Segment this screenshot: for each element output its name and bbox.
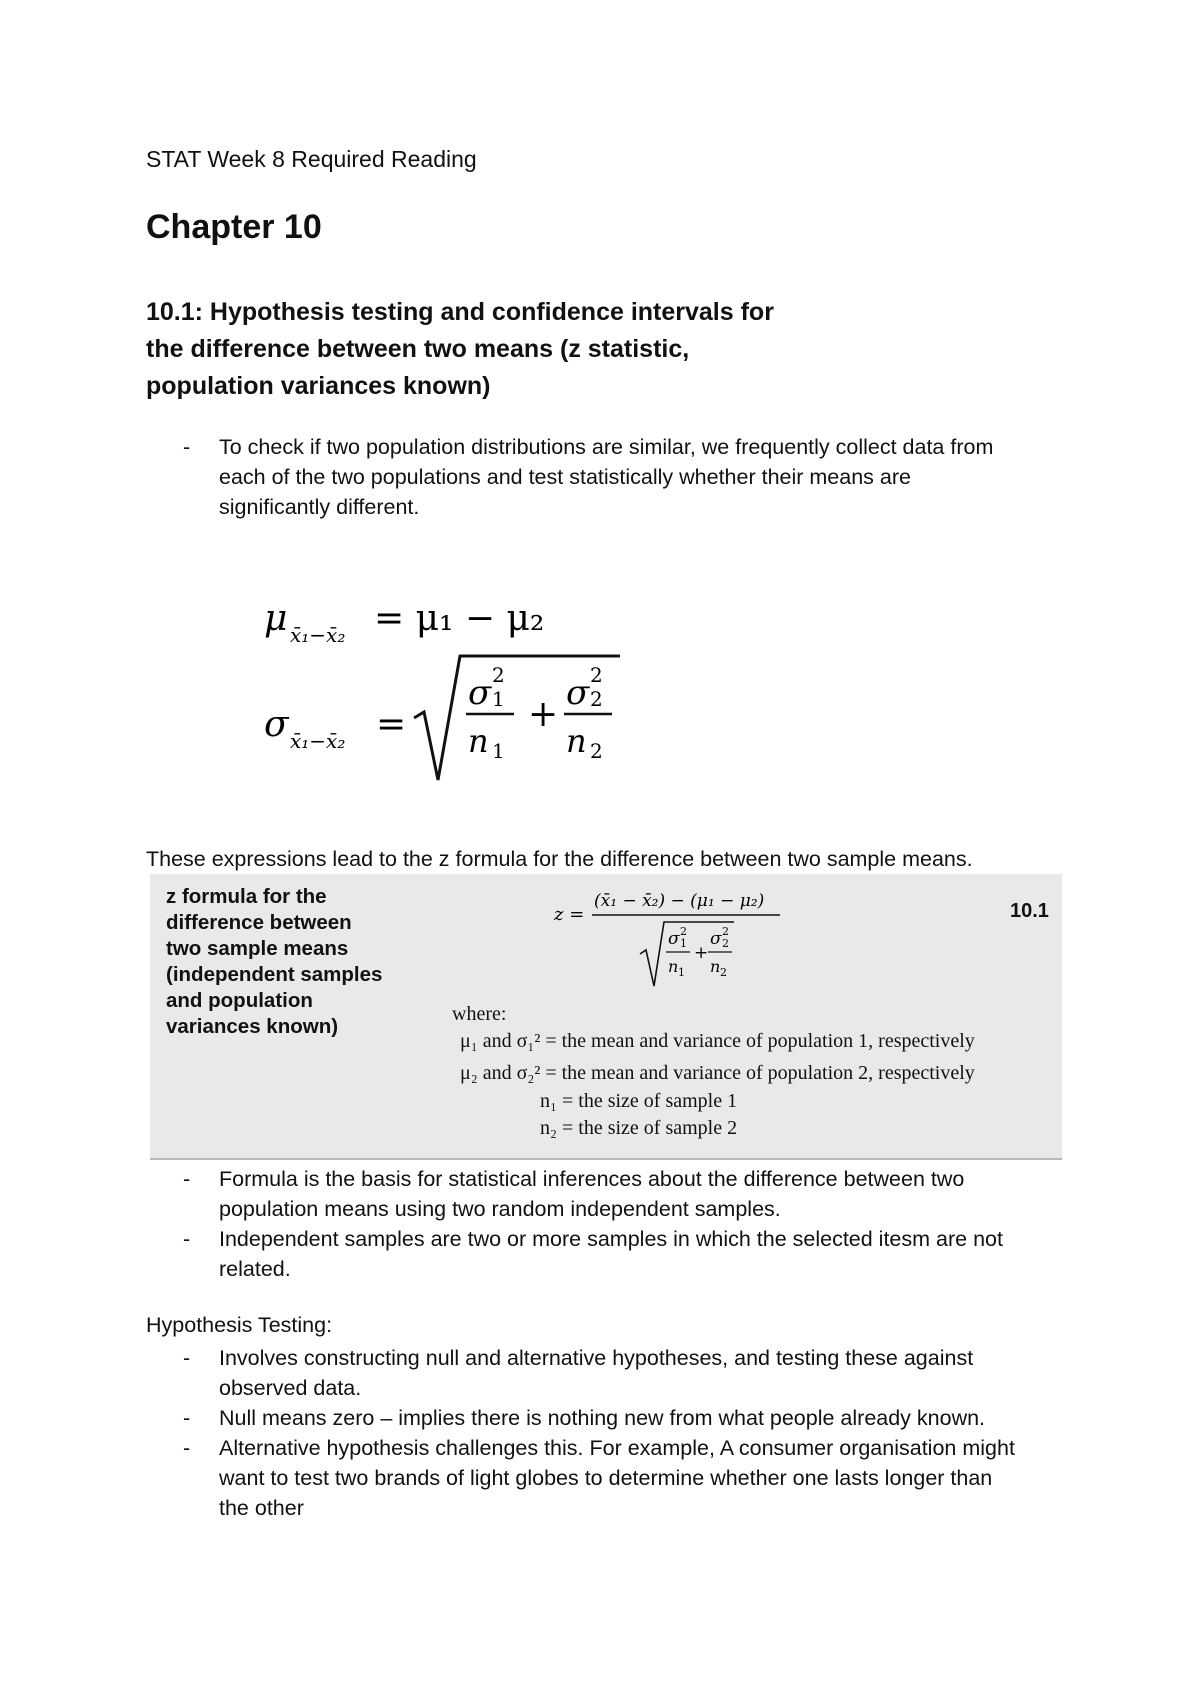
sigma-symbol: σ: [668, 929, 680, 949]
sampling-distribution-equations: [262, 590, 682, 790]
sigma-symbol: σ: [710, 929, 722, 949]
formula-box-title: [166, 884, 426, 1040]
definition-row: [540, 1117, 737, 1140]
exponent: 2: [492, 663, 505, 687]
bullet-line: observed data.: [219, 1376, 362, 1400]
definition-row: [540, 1090, 737, 1113]
formula-box-title-line: variances known): [166, 1015, 339, 1038]
bullet-line: Alternative hypothesis challenges this. For example, A consumer organisation might: [219, 1436, 1015, 1460]
bullet-line: want to test two brands of light globes to determine whether one lasts longer than: [219, 1466, 993, 1490]
exponent: 2: [722, 925, 729, 938]
formula-number: 10.1: [1010, 900, 1049, 922]
bullet-item: [183, 1343, 1063, 1403]
mean-equation-rhs: = μ₁ − μ₂: [374, 598, 545, 639]
hypothesis-bullet-list: [183, 1343, 1063, 1523]
definition-text: the size of sample 1: [578, 1090, 738, 1112]
formula-box-title-line: (independent samples: [166, 963, 383, 986]
lead-in-text: These expressions lead to the z formula for the difference between two sample means.: [146, 847, 973, 871]
sigma1-squared: σ: [468, 673, 492, 713]
subscript: 2: [720, 966, 727, 979]
formula-bullet-list: [183, 1164, 1063, 1284]
bullet-item: [183, 1164, 1063, 1224]
bullet-line: Null means zero – implies there is nothing new from what people already known.: [219, 1406, 986, 1430]
section-heading: [146, 294, 774, 405]
definition-row: [460, 1062, 975, 1085]
z-numerator: (x̄₁ − x̄₂) − (μ₁ − μ₂): [594, 891, 765, 911]
bullet-line: significantly different.: [219, 495, 420, 519]
exponent: 2: [590, 663, 603, 687]
subscript: 1: [680, 937, 687, 950]
subscript: 2: [722, 937, 729, 950]
bullet-marker: -: [183, 435, 191, 459]
n2: n: [566, 722, 587, 760]
bullet-line: Formula is the basis for statistical inferences about the difference between two: [219, 1167, 965, 1191]
subscript: 1: [492, 687, 505, 711]
bullet-item: [183, 432, 1063, 522]
z-formula-graphic: [550, 884, 790, 994]
bullet-marker: -: [183, 1227, 191, 1251]
subscript: 2: [590, 687, 603, 711]
bullet-line: the other: [219, 1496, 304, 1520]
n1: n: [468, 722, 489, 760]
mu-symbol: μ: [264, 598, 288, 639]
section-heading-line: 10.1: Hypothesis testing and confidence intervals for: [146, 298, 774, 326]
exponent: 2: [680, 925, 687, 938]
n-symbol: n: [710, 957, 721, 976]
bullet-item: [183, 1403, 1063, 1433]
definition-term: μ₂ and σ₂² =: [460, 1062, 557, 1084]
formula-box-title-line: and population: [166, 989, 313, 1012]
chapter-title: Chapter 10: [146, 208, 322, 246]
section-heading-line: population variances known): [146, 372, 491, 400]
bullet-item: [183, 1224, 1063, 1284]
equations-graphic: [262, 590, 682, 790]
bullet-marker: -: [183, 1167, 191, 1191]
formula-box-title-line: z formula for the: [166, 885, 327, 908]
bullet-line: population means using two random independent samples.: [219, 1197, 781, 1221]
bullet-line: Independent samples are two or more samples in which the selected itesm are not: [219, 1227, 1003, 1251]
plus-sign: +: [694, 943, 709, 963]
bullet-line: To check if two population distributions are similar, we frequently collect data from: [219, 435, 994, 459]
subscript: 2: [590, 739, 603, 763]
subscript: 1: [492, 739, 505, 763]
z-formula: [550, 884, 790, 994]
definition-row: [460, 1030, 975, 1053]
n-symbol: n: [668, 957, 679, 976]
hypothesis-heading: Hypothesis Testing:: [146, 1313, 333, 1337]
definition-term: μ₁ and σ₁² =: [460, 1030, 557, 1052]
bullet-marker: -: [183, 1346, 191, 1370]
mean-subscript: x̄₁−x̄₂: [290, 623, 346, 647]
bullet-line: Involves constructing null and alternative hypotheses, and testing these against: [219, 1346, 974, 1370]
definition-text: the mean and variance of population 1, respectively: [561, 1030, 975, 1052]
sigma-subscript: x̄₁−x̄₂: [290, 729, 346, 753]
bullet-marker: -: [183, 1406, 191, 1430]
definition-text: the mean and variance of population 2, respectively: [561, 1062, 975, 1084]
bullet-marker: -: [183, 1436, 191, 1460]
definition-term: n₂ =: [540, 1117, 574, 1139]
sigma-equals: =: [376, 704, 407, 745]
formula-box-title-line: difference between: [166, 911, 352, 934]
sigma-symbol: σ: [264, 704, 289, 745]
intro-bullet-list: [183, 432, 1063, 522]
definition-term: n₁ =: [540, 1090, 574, 1112]
sigma2-squared: σ: [566, 673, 590, 713]
section-heading-line: the difference between two means (z statistic,: [146, 335, 690, 363]
formula-box-title-line: two sample means: [166, 937, 349, 960]
bullet-line: related.: [219, 1257, 291, 1281]
subscript: 1: [678, 966, 685, 979]
definition-text: the size of sample 2: [578, 1117, 738, 1139]
z-label: z =: [554, 904, 585, 925]
document-label: STAT Week 8 Required Reading: [146, 146, 477, 172]
plus-sign: +: [528, 694, 559, 735]
bullet-line: each of the two populations and test statistically whether their means are: [219, 465, 911, 489]
bullet-item: [183, 1433, 1063, 1523]
where-label: where:: [452, 1003, 507, 1025]
